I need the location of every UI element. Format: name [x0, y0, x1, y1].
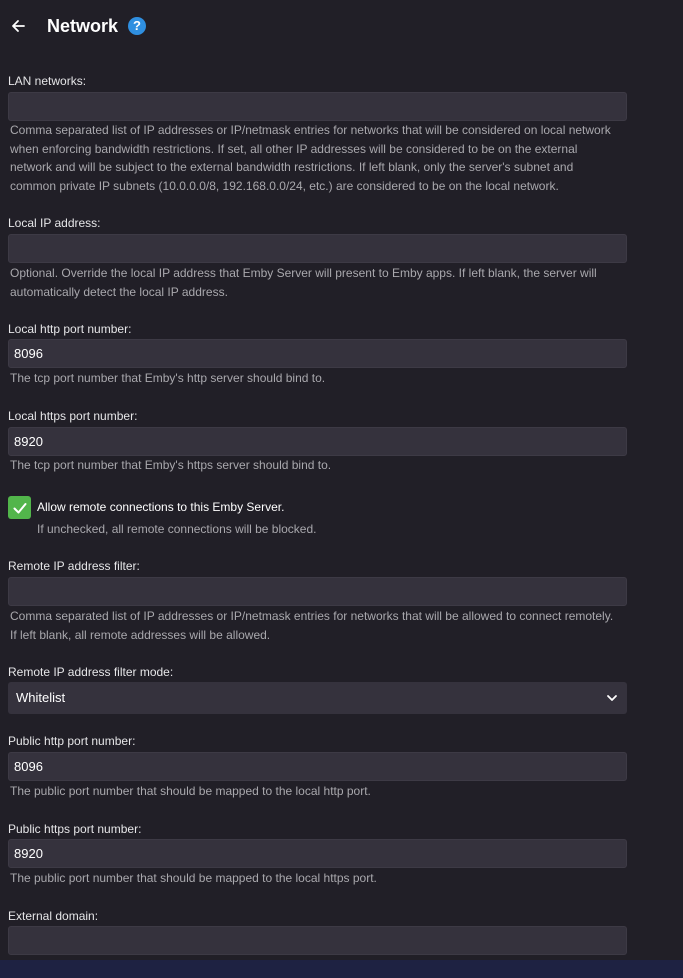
allow-remote-description: If unchecked, all remote connections will be blocked.	[37, 522, 317, 536]
local-https-port-description: The tcp port number that Emby's https server should bind to.	[10, 458, 332, 472]
remote-ip-filter-description: Comma separated list of IP addresses or IP/netmask entries for networks that will be allowed to connect remotely. If left blank, all remote addresses will be allowed.	[10, 609, 614, 642]
public-http-port-label: Public http port number:	[8, 734, 136, 748]
public-https-port-description: The public port number that should be mapped to the local https port.	[10, 871, 377, 885]
external-domain-label: External domain:	[8, 909, 99, 923]
local-ip-description: Optional. Override the local IP address that Emby Server will present to Emby apps. If left blank, the server will automatically detect the local IP address.	[10, 266, 597, 299]
remote-ip-filter-input[interactable]	[8, 577, 627, 606]
lan-networks-label: LAN networks:	[8, 74, 87, 88]
lan-networks-input[interactable]	[8, 92, 627, 121]
local-https-port-input[interactable]	[8, 427, 627, 456]
page-title: Network	[47, 16, 119, 36]
local-http-port-description: The tcp port number that Emby's http server should bind to.	[10, 371, 326, 385]
public-https-port-input[interactable]	[8, 839, 627, 868]
lan-networks-description: Comma separated list of IP addresses or IP/netmask entries for networks that will be considered on local network when enforcing bandwidth restrictions. If set, all other IP addresses will be considered to be on the external network and will be subject to the external bandwidth restrictions. If left blank, only the server's subnet and common private IP subnets (10.0.0.0/8, 192.168.0.0/24, etc.) are considered to be on the local network.	[10, 123, 611, 193]
local-ip-input[interactable]	[8, 234, 627, 263]
local-https-port-label: Local https port number:	[8, 409, 138, 423]
remote-ip-filter-label: Remote IP address filter:	[8, 559, 140, 573]
local-http-port-label: Local http port number:	[8, 322, 132, 336]
allow-remote-checkbox[interactable]	[8, 496, 31, 519]
remote-ip-filter-mode-select[interactable]	[8, 682, 627, 714]
back-button[interactable]	[4, 12, 32, 40]
check-icon	[12, 500, 28, 516]
public-https-port-label: Public https port number:	[8, 822, 142, 836]
arrow-left-icon	[10, 18, 26, 34]
public-http-port-description: The public port number that should be mapped to the local http port.	[10, 784, 371, 798]
remote-ip-filter-mode-value: Whitelist	[16, 690, 66, 705]
remote-ip-filter-mode-label: Remote IP address filter mode:	[8, 665, 174, 679]
allow-remote-label[interactable]: Allow remote connections to this Emby Server.	[37, 500, 285, 514]
local-http-port-input[interactable]	[8, 339, 627, 368]
page-header	[0, 0, 683, 54]
question-circle-icon[interactable]: ?	[128, 17, 146, 35]
public-http-port-input[interactable]	[8, 752, 627, 781]
bottom-bar	[0, 960, 683, 978]
local-ip-label: Local IP address:	[8, 216, 101, 230]
external-domain-input[interactable]	[8, 926, 627, 955]
chevron-down-icon	[605, 691, 619, 705]
